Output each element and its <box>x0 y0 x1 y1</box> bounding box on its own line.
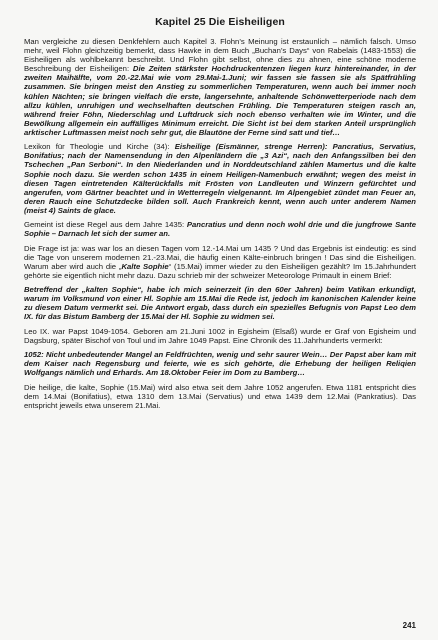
page-number: 241 <box>402 621 416 630</box>
paragraph-5-quote: Betreffend der „kalten Sophie“, habe ich mich seinerzeit (in den 60er Jahren) beim Vatikan erkundigt, warum im Volksmund von einer Hl. Sophie am 15.Mai die Rede ist, jedoch im kanonischen Kalender keine zu diesem Datum vermerkt sei. Die Antwort ergab, dass durch ein spezielles Befugnis von Papst Leo dem IX. für das Bistum Bamberg der 15.Mai der Hl. Sophie zu widmen sei. <box>24 285 416 322</box>
paragraph-7 <box>24 350 416 377</box>
paragraph-4 <box>24 244 416 280</box>
chapter-title: Kapitel 25 Die Eisheiligen <box>155 16 285 28</box>
paragraph-6-text: Leo IX. war Papst 1049-1054. Geboren am 21.Juni 1002 in Egisheim (Elsaß) wurde er Graf von Egisheim und Dagsburg, später Bischof von Toul und im Jahre 1049 Papst. Eine Chronik des 11.Jahrhunderts vermerkt: <box>24 326 416 345</box>
paragraph-5 <box>24 285 416 321</box>
paragraph-2 <box>24 142 416 215</box>
paragraph-3 <box>24 220 416 238</box>
paragraph-6 <box>24 327 416 345</box>
paragraph-2-text: Lexikon für Theologie und Kirche (34): <box>24 142 175 152</box>
paragraph-8-text: Die heilige, die kalte, Sophie (15.Mai) wird also etwa seit dem Jahre 1052 angerufen. Etwa 1181 entspricht dies dem 14.Mai (Bonifatius), etwa 1310 dem 13.Mai (Servatius) und etwa 1439 dem 12.Mai (Pankratius). Das entspricht jeweils etwa unserem 21.Mai. <box>24 382 416 410</box>
paragraph-3-quote: Pancratius und denn noch wohl drie und die jungfrowe Sante Sophie – Darnach let sich der sumer an. <box>24 220 416 239</box>
paragraph-1 <box>24 37 416 137</box>
paragraph-2-quote: Eisheilige (Eismänner, strenge Herren): Pancratius, Servatius, Bonifatius; nach der Namensendung in den Alpenländern die „3 Azi“, nach den Anfangssilben bei den Tschechen „Pan Serboni“. In den Niederlanden und in Norddeutschland zählen Mamertus und die kalte Sophie noch dazu. Sie werden schon 1435 in einem Heiligen-Namenbuch erwähnt; wegen des meist in diesen Tagen eintretenden Kälterückfalls mit Frösten von Landleuten und Winzern gefürchtet und angerufen, vom Gärtner beachtet und in Wetterregeln vielgenannt. Im Alpengebiet zündet man Feuer an, deren Rauch eine Schutzdecke bilden soll. Auch Frankreich kennt, wenn auch unter anderem Namen (meist 4) Saints de glace. <box>24 142 416 215</box>
paragraph-7-quote: 1052: Nicht unbedeutender Mangel an Feldfrüchten, wenig und sehr saurer Wein… Der Papst aber kam mit dem Kaiser nach Regensburg und feierte, wie es sich gehörte, die Erhebung der heiligen Reliqien Wolfgangs nämlich und Erhards. Am 18.Oktober Feier im Dom zu Bamberg… <box>24 350 416 378</box>
paragraph-1-text: Man vergleiche zu diesen Denkfehlern auch Kapitel 3. Flohn’s Meinung ist erstaunlich – nämlich falsch. Umso mehr, weil Flohn gleichzeitig bemerkt, dass Hawke in dem Buch „Buchan’s Days“ von Rabelais (1483-1553) die Eisheiligen als wohlbekannt beschreibt. Und Flohn gibt selbst, ohne dies zu ahnen, eine schöne moderne Beschreibung der Eisheiligen: <box>24 37 416 74</box>
paragraph-8 <box>24 383 416 410</box>
paragraph-4-after: “ (15.Mai) immer wieder zu den Eisheiligen gezählt? Im 15.Jahrhundert gehörte sie eigentlich nicht mehr dazu. Dazu schrieb mir der schweizer Meteorologe Primault in einem Brief: <box>24 261 416 280</box>
paragraph-3-text: Gemeint ist diese Regel aus dem Jahre 1435: <box>24 220 187 230</box>
paragraph-4-text: Die Frage ist ja: was war los an diesen Tagen vom 12.-14.Mai um 1435 ? Und das Ergebnis ist eindeutig: es sind die Tage von unserem modernen 21.-23.Mai, die häufig einen Kälte-einbruch bringen ! Das sind die Eisheiligen. Warum aber wird auch die „ <box>24 243 416 271</box>
paragraph-4-quote: Kalte Sophie <box>121 261 169 271</box>
paragraph-1-quote: Die Zeiten stärkster Hochdruckentenzen liegen kurz hintereinander, in der zweiten Maihälfte, vom 20.-22.Mai wie vom 29.Mai-1.Juni; wir fassen sie fassen sie als Spätfrühling zusammen. Sie bringen meist den Anstieg zu sommerlichen Temperaturen, wenn auch bei immer noch kühlen Nächten; sie bringen vielfach die erste, langersehnte, anhaltende Schönwetterperiode nach dem allzu kühlen, unruhigen und wechselhaften deutschen Frühling. Die Temperaturen steigen rasch an, während freier Föhn, Niederschlag und Luftdruck sich noch ebenso verhalten wie im Winter, und die Bewölkung allgemein ein auffälliges Minimum erreicht. Die Sicht ist bei dem starken Anteil ursprünglich arktischer Luftmassen meist noch sehr gut, die Blautöne der Ferne sind satt und tief… <box>24 64 416 137</box>
